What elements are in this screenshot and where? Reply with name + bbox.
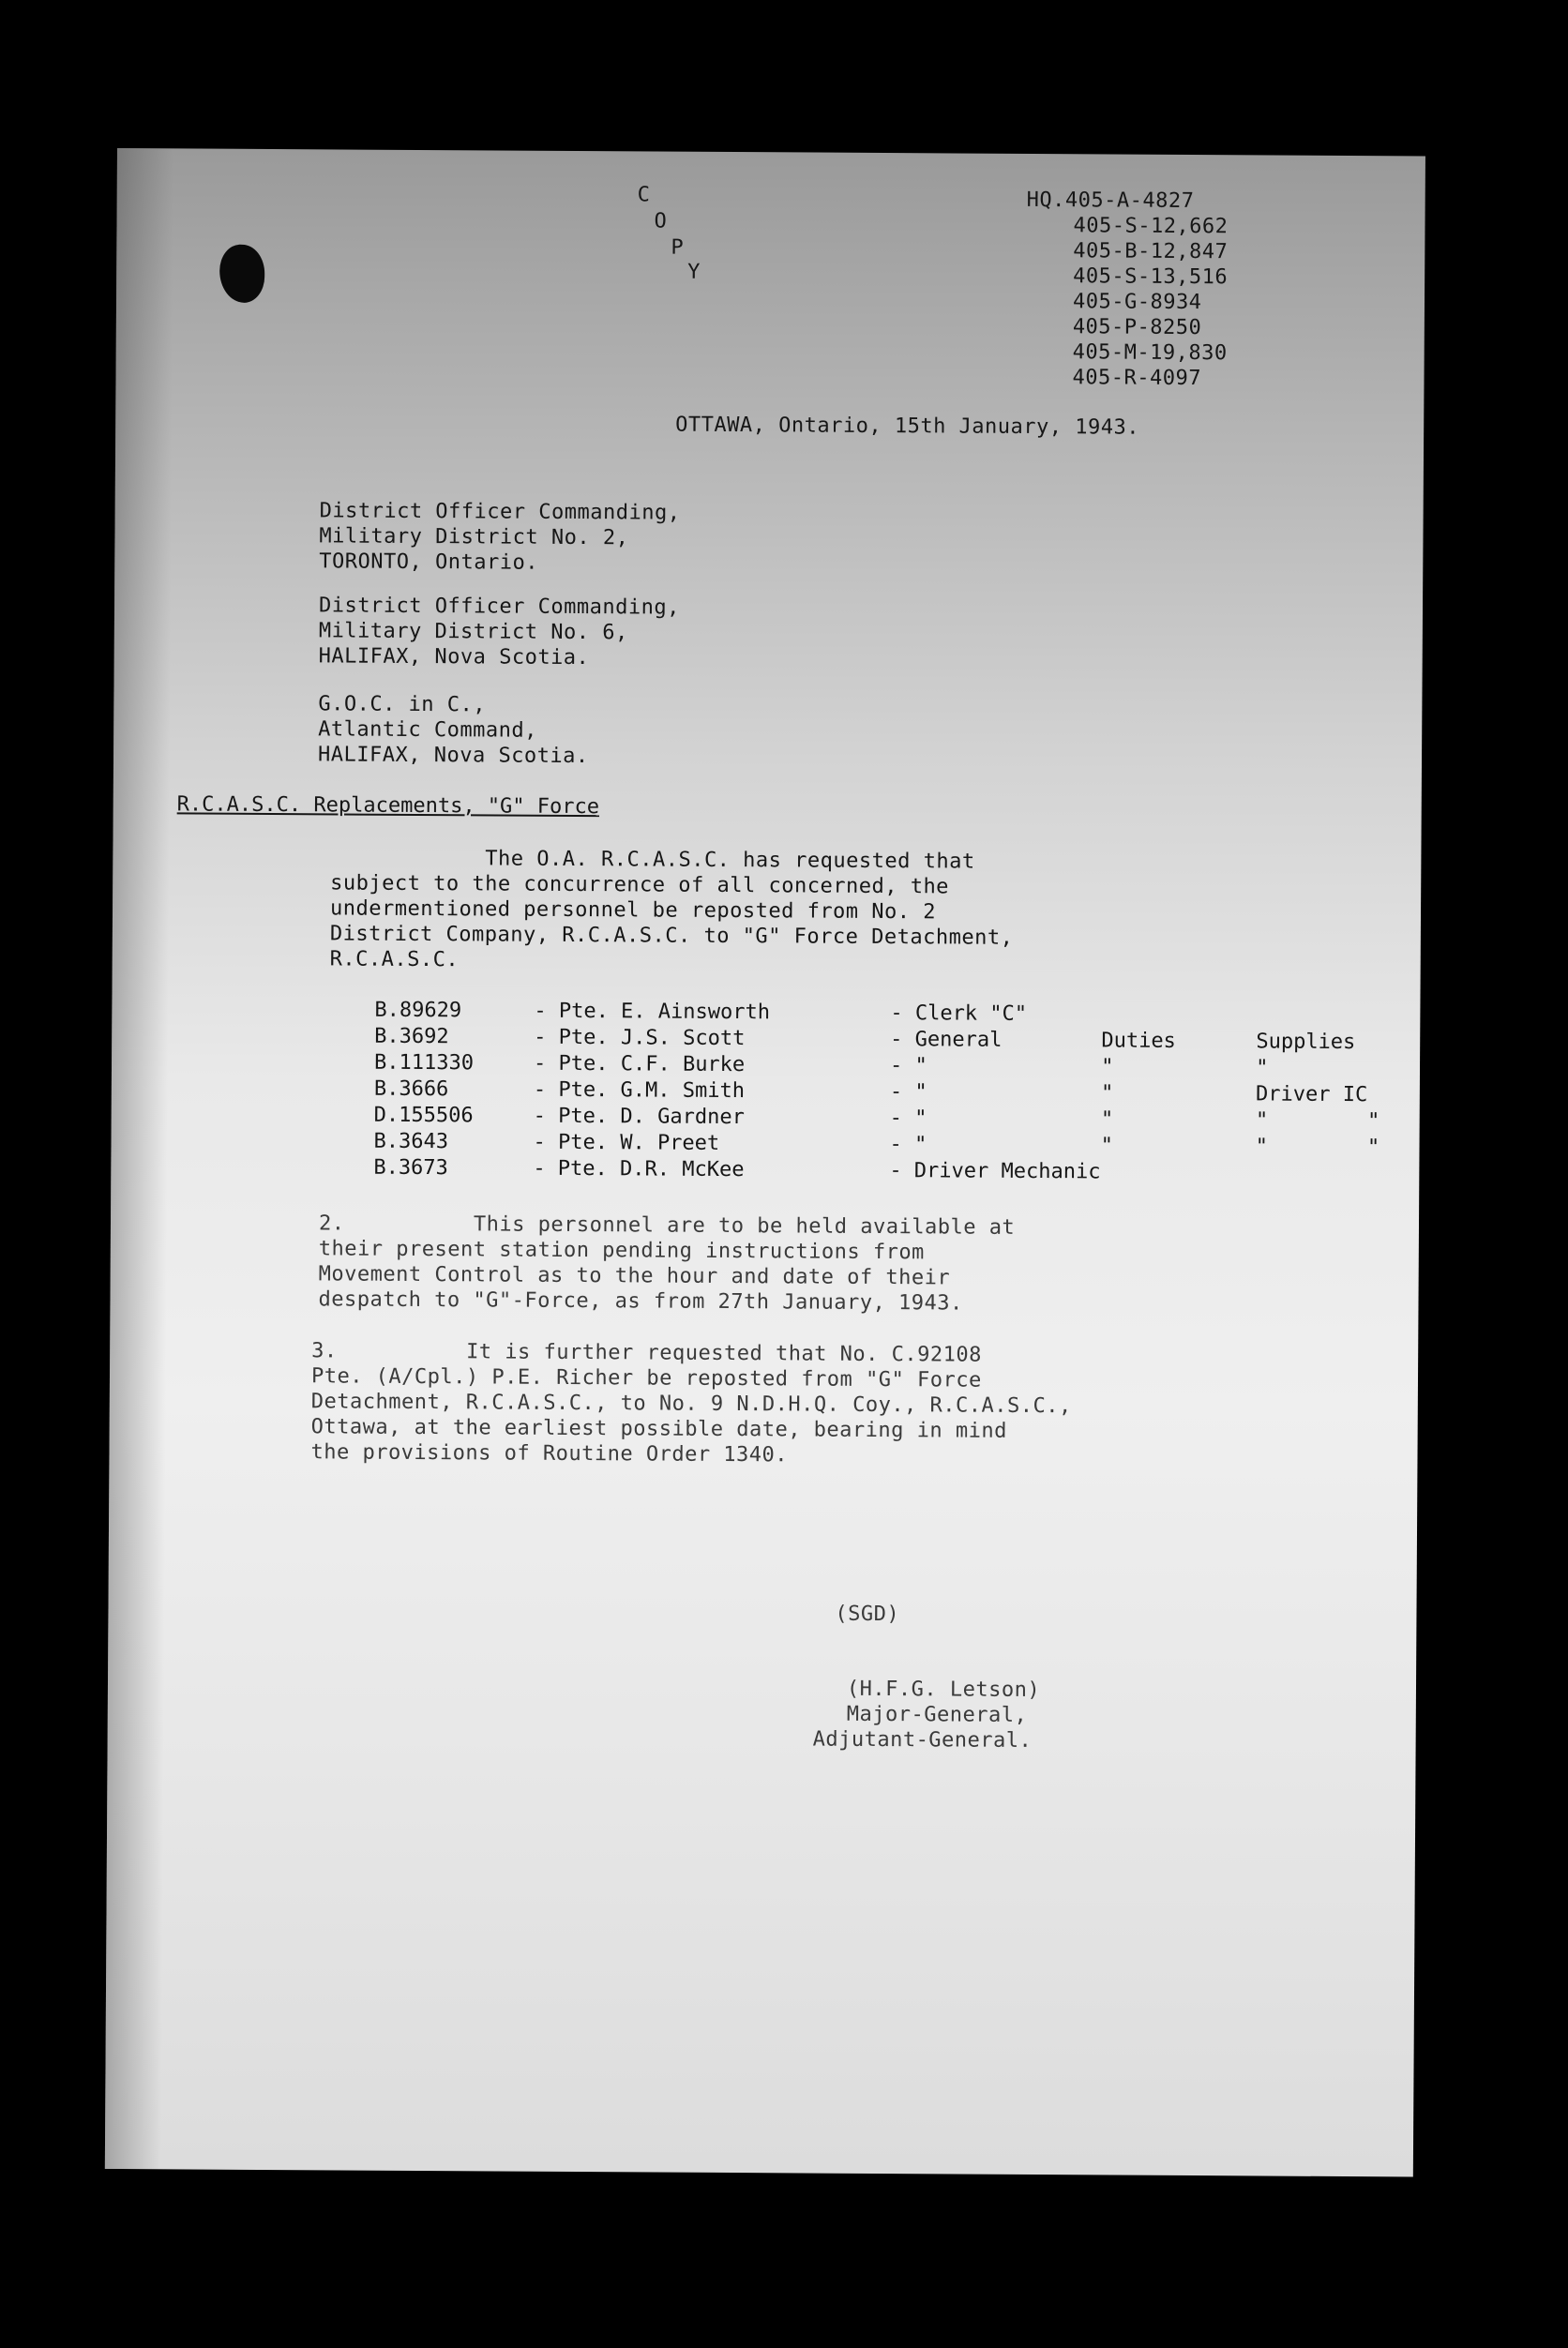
rank-name: - Pte. J.S. Scott (534, 1025, 746, 1051)
duty-3: " " (1255, 1108, 1380, 1134)
paragraph-line: District Company, R.C.A.S.C. to "G" Force Detachment, (329, 922, 1014, 950)
addressee-line: TORONTO, Ontario. (319, 549, 539, 575)
file-ref: HQ.405-A-4827 (1026, 188, 1195, 214)
file-ref: 405-S-13,516 (1073, 264, 1229, 290)
duty: - " (889, 1054, 927, 1078)
signatory-title: Adjutant-General. (812, 1727, 1033, 1753)
duty-3 (1255, 1160, 1405, 1187)
punch-hole (219, 245, 264, 303)
duty-3: Driver IC (1255, 1082, 1368, 1107)
addressee-line: Military District No. 2, (319, 524, 629, 550)
paragraph-1 (330, 845, 1014, 975)
duty-2 (1101, 1001, 1256, 1029)
file-ref: 405-B-12,847 (1073, 239, 1229, 264)
addressee-md2 (319, 498, 680, 576)
duty: - Clerk "C" (890, 1001, 1028, 1026)
rank-name: - Pte. E. Ainsworth (534, 999, 771, 1025)
addressee-line: District Officer Commanding, (319, 499, 681, 525)
addressee-line: G.O.C. in C., (318, 692, 487, 717)
duty-2: " (1100, 1107, 1114, 1132)
paragraph-line: subject to the concurrence of all concerned, the (330, 871, 950, 899)
personnel-table (373, 998, 1406, 1188)
rank-name: - Pte. D.R. McKee (533, 1156, 745, 1182)
file-ref: 405-P-8250 (1072, 315, 1202, 340)
service-number: B.89629 (374, 998, 462, 1023)
signatory-name: (H.F.G. Letson) (846, 1677, 1041, 1703)
duty-3 (1256, 1002, 1406, 1030)
paragraph-3 (310, 1338, 1072, 1469)
signature-block (813, 1677, 1041, 1753)
addressee-line: HALIFAX, Nova Scotia. (318, 644, 590, 670)
copy-letter-c: C (637, 183, 651, 207)
paragraph-2 (318, 1211, 1015, 1317)
addressee-line: HALIFAX, Nova Scotia. (317, 743, 589, 769)
service-number: B.3673 (373, 1155, 448, 1181)
service-number: B.3692 (374, 1024, 449, 1049)
copy-letter-p: P (671, 235, 684, 260)
paragraph-line: 3. It is further requested that No. C.92108 (311, 1339, 982, 1367)
paragraph-line: 2. This personnel are to be held available at (318, 1212, 1016, 1240)
personnel-row (373, 1155, 1405, 1188)
subject-line: R.C.A.S.C. Replacements, "G" Force (176, 792, 600, 820)
addressee-line: District Officer Commanding, (318, 594, 680, 620)
duty-2: " (1100, 1134, 1114, 1158)
paragraph-line: Movement Control as to the hour and date of their (318, 1262, 951, 1290)
file-ref: 405-S-12,662 (1073, 214, 1229, 239)
addressee-line: Military District No. 6, (318, 619, 628, 645)
paragraph-line: the provisions of Routine Order 1340. (310, 1440, 789, 1468)
duty-2 (1100, 1159, 1255, 1186)
duty: - " (889, 1080, 927, 1105)
file-ref: 405-R-4097 (1072, 366, 1202, 391)
dateline: OTTAWA, Ontario, 15th January, 1943. (675, 413, 1140, 440)
service-number: B.111330 (373, 1050, 475, 1076)
file-references (1025, 188, 1228, 391)
duty: - " (889, 1106, 927, 1131)
paragraph-line: despatch to "G"-Force, as from 27th January, 1943. (318, 1287, 963, 1316)
paragraph-line: R.C.A.S.C. (329, 947, 460, 972)
copy-letter-o: O (654, 209, 667, 233)
duty-3: " (1256, 1056, 1269, 1080)
duty: - Driver Mechanic (889, 1159, 1101, 1184)
paragraph-line: Ottawa, at the earliest possible date, bearing in mind (310, 1415, 1007, 1443)
rank-name: - Pte. D. Gardner (533, 1104, 745, 1130)
rank-name: - Pte. W. Preet (533, 1130, 720, 1155)
duty-3: Supplies (1256, 1030, 1356, 1055)
service-number: B.3666 (373, 1076, 449, 1102)
duty-2: Duties (1101, 1029, 1176, 1053)
addressee-md6 (319, 593, 680, 670)
duty-2: " (1101, 1055, 1114, 1079)
page-edge-shadow (105, 148, 173, 2169)
signatory-rank: Major-General, (846, 1702, 1028, 1727)
signed-marker: (SGD) (835, 1602, 900, 1627)
duty-3: " " (1255, 1135, 1380, 1160)
rank-name: - Pte. C.F. Burke (533, 1051, 746, 1077)
file-ref: 405-M-19,830 (1072, 340, 1228, 366)
service-number: D.155506 (373, 1103, 474, 1128)
paragraph-line: undermentioned personnel be reposted from No. 2 (329, 896, 937, 925)
paragraph-line: their present station pending instructions from (318, 1237, 925, 1265)
addressee-atlantic-command (318, 691, 589, 769)
duty: - " (889, 1133, 927, 1157)
duty-2: " (1100, 1081, 1114, 1106)
document-page (105, 148, 1425, 2176)
file-ref: 405-G-8934 (1072, 290, 1202, 315)
addressee-line: Atlantic Command, (318, 717, 537, 743)
duty: - General (890, 1028, 1003, 1052)
paragraph-line: The O.A. R.C.A.S.C. has requested that (330, 846, 975, 874)
paragraph-line: Detachment, R.C.A.S.C., to No. 9 N.D.H.Q. Coy., R.C.A.S.C., (310, 1390, 1072, 1419)
rank-name: - Pte. G.M. Smith (533, 1077, 746, 1104)
service-number: B.3643 (373, 1129, 449, 1154)
paragraph-line: Pte. (A/Cpl.) P.E. Richer be reposted from "G" Force (310, 1364, 982, 1392)
copy-letter-y: Y (687, 260, 701, 284)
